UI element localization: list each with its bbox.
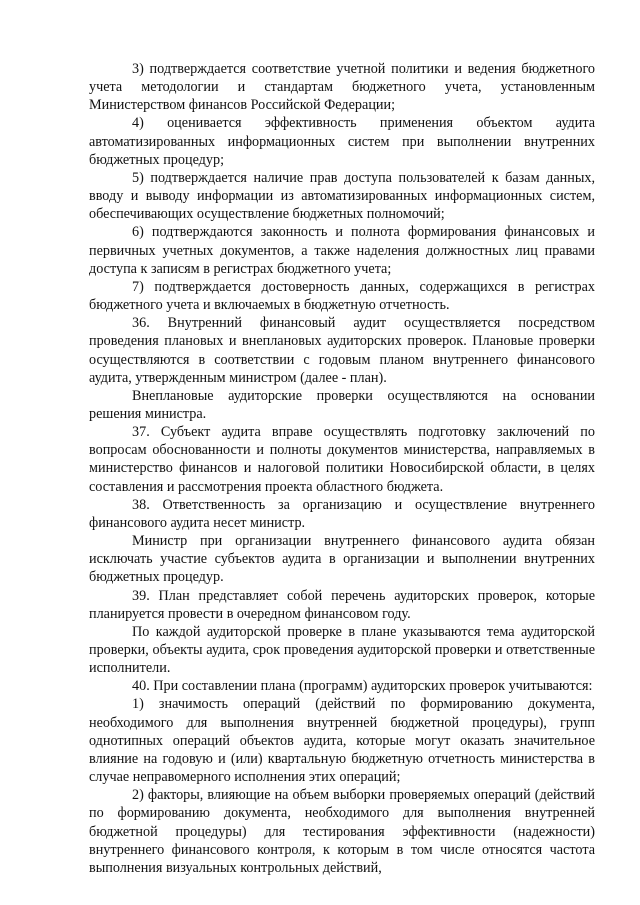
paragraph-item-7: 7) подтверждается достоверность данных, содержащихся в регистрах бюджетного учета и включаемых в бюджетную отчетность. bbox=[89, 278, 595, 314]
paragraph-item-4: 4) оценивается эффективность применения объектом аудита автоматизированных информационных систем при выполнении внутренних бюджетных процедур; bbox=[89, 115, 595, 168]
document-page bbox=[89, 60, 595, 877]
paragraph-section-40: 40. При составлении плана (программ) аудиторских проверок учитываются: bbox=[132, 678, 593, 695]
paragraph-item-6: 6) подтверждаются законность и полнота формирования финансовых и первичных учетных документов, а также наделения должностных лиц правами доступа к записям в регистрах бюджетного учета; bbox=[89, 224, 595, 277]
paragraph-section-38: 38. Ответственность за организацию и осуществление внутреннего финансового аудита несет министр. bbox=[89, 496, 595, 531]
paragraph-section-39: 39. План представляет собой перечень аудиторских проверок, которые планируется провести в очередном финансовом году. bbox=[89, 587, 595, 622]
paragraph-section-36: 36. Внутренний финансовый аудит осуществляется посредством проведения плановых и внеплановых аудиторских проверок. Плановые проверки осуществляются в соответствии с годовым планом внутреннего финансового аудита, утвержденным министром (далее - план). bbox=[89, 315, 595, 386]
paragraph-section-37: 37. Субъект аудита вправе осуществлять подготовку заключений по вопросам обоснованности и полноты документов министерства, направляемых в министерство финансов и налоговой политики Новосибирской области, в целях составления и рассмотрения проекта областного бюджета. bbox=[89, 424, 595, 495]
paragraph-unplanned-audits: Внеплановые аудиторские проверки осуществляются на основании решения министра. bbox=[89, 387, 595, 422]
paragraph-item-5: 5) подтверждается наличие прав доступа пользователей к базам данных, вводу и выводу информации из автоматизированных информационных систем, обеспечивающих осуществление бюджетных полномочий; bbox=[89, 169, 595, 223]
paragraph-factor-2: 2) факторы, влияющие на объем выборки проверяемых операций (действий по формированию документа, необходимого для выполнения внутренней бюджетной процедуры) для тестирования эффективности (надежности) внутреннего финансового контроля, к которым в том числе относятся частота выполнения визуальных контрольных действий, bbox=[89, 787, 595, 876]
paragraph-plan-contents: По каждой аудиторской проверке в плане указываются тема аудиторской проверки, объекты аудита, срок проведения аудиторской проверки и ответственные исполнители. bbox=[89, 623, 595, 677]
paragraph-item-3: 3) подтверждается соответствие учетной политики и ведения бюджетного учета методологии и стандартам бюджетного учета, установленным Министерством финансов Российской Федерации; bbox=[89, 61, 595, 114]
paragraph-minister-obligation: Министр при организации внутреннего финансового аудита обязан исключать участие субъектов аудита в организации и выполнении внутренних бюджетных процедур. bbox=[89, 533, 595, 586]
paragraph-factor-1: 1) значимость операций (действий по формированию документа, необходимого для выполнения внутренней бюджетной процедуры), групп однотипных операций объектов аудита, которые могут оказать значительное влияние на годовую и (или) квартальную бюджетную отчетность министерства в случае неправомерного исполнения этих операций; bbox=[89, 696, 595, 786]
